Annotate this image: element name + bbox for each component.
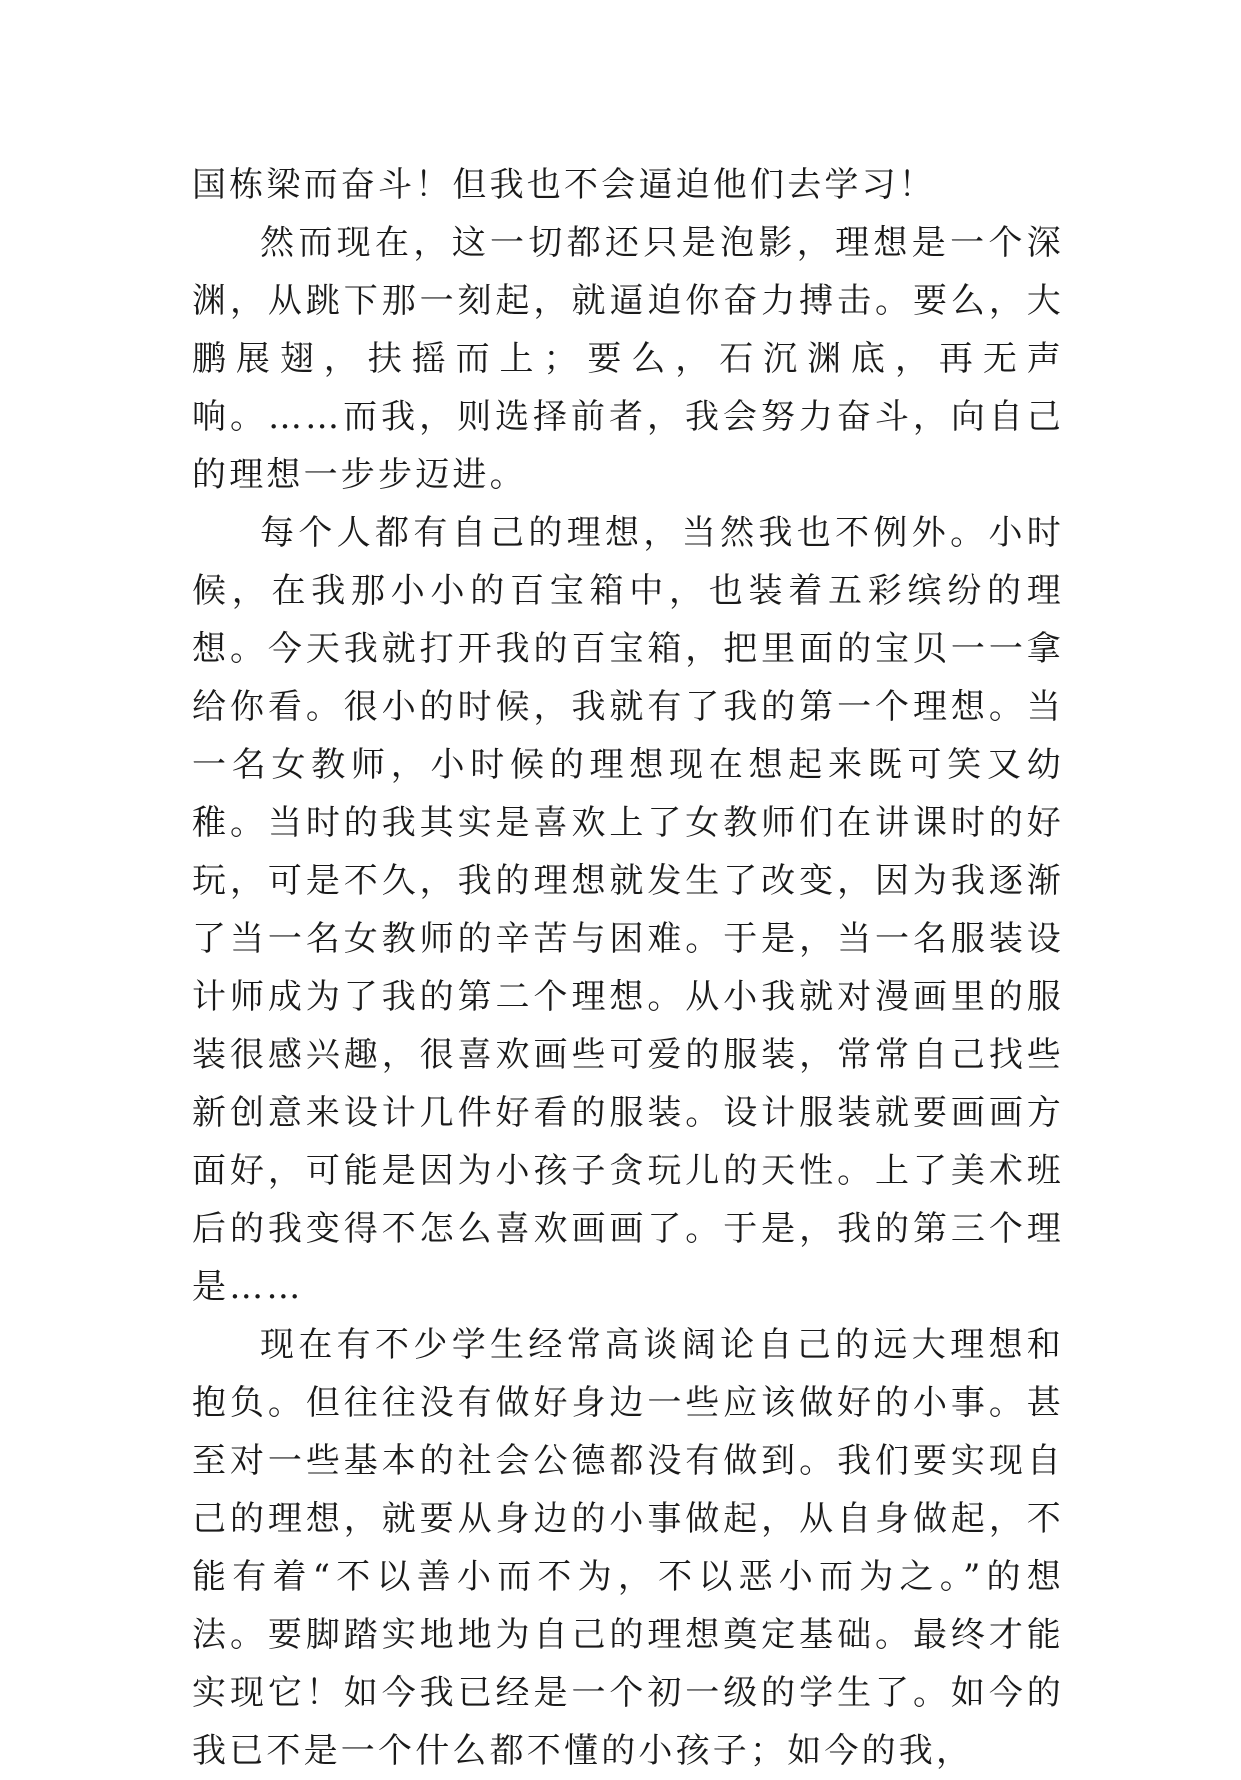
paragraph-continuation: 国栋梁而奋斗！但我也不会逼迫他们去学习！ [192, 165, 936, 205]
document-body [192, 156, 1064, 1780]
paragraph-small-things: 现在有不少学生经常高谈阔论自己的远大理想和抱负。但往往没有做好身边一些应该做好的小事。甚至对一些基本的社会公德都没有做到。我们要实现自己的理想，就要从身边的小事做起，从自身做起，不能有着“不以善小而不为，不以恶小而为之。”的想法。要脚踏实地地为自己的理想奠定基础。最终才能实现它！如今我已经是一个初一级的学生了。如今的我已不是一个什么都不懂的小孩子；如今的我， [192, 1325, 1064, 1771]
paragraph-ideal-abyss: 然而现在，这一切都还只是泡影，理想是一个深渊，从跳下那一刻起，就逼迫你奋力搏击。要么，大鹏展翅，扶摇而上；要么，石沉渊底，再无声响。……而我，则选择前者，我会努力奋斗，向自己的理想一步步迈进。 [192, 223, 1064, 495]
paragraph-treasure-box: 每个人都有自己的理想，当然我也不例外。小时候，在我那小小的百宝箱中，也装着五彩缤纷的理想。今天我就打开我的百宝箱，把里面的宝贝一一拿给你看。很小的时候，我就有了我的第一个理想。当一名女教师，小时候的理想现在想起来既可笑又幼稚。当时的我其实是喜欢上了女教师们在讲课时的好玩，可是不久，我的理想就发生了改变，因为我逐渐了当一名女教师的辛苦与困难。于是，当一名服装设计师成为了我的第二个理想。从小我就对漫画里的服装很感兴趣，很喜欢画些可爱的服装，常常自己找些新创意来设计几件好看的服装。设计服装就要画画方面好，可能是因为小孩子贪玩儿的天性。上了美术班后的我变得不怎么喜欢画画了。于是，我的第三个理是…… [192, 513, 1064, 1307]
